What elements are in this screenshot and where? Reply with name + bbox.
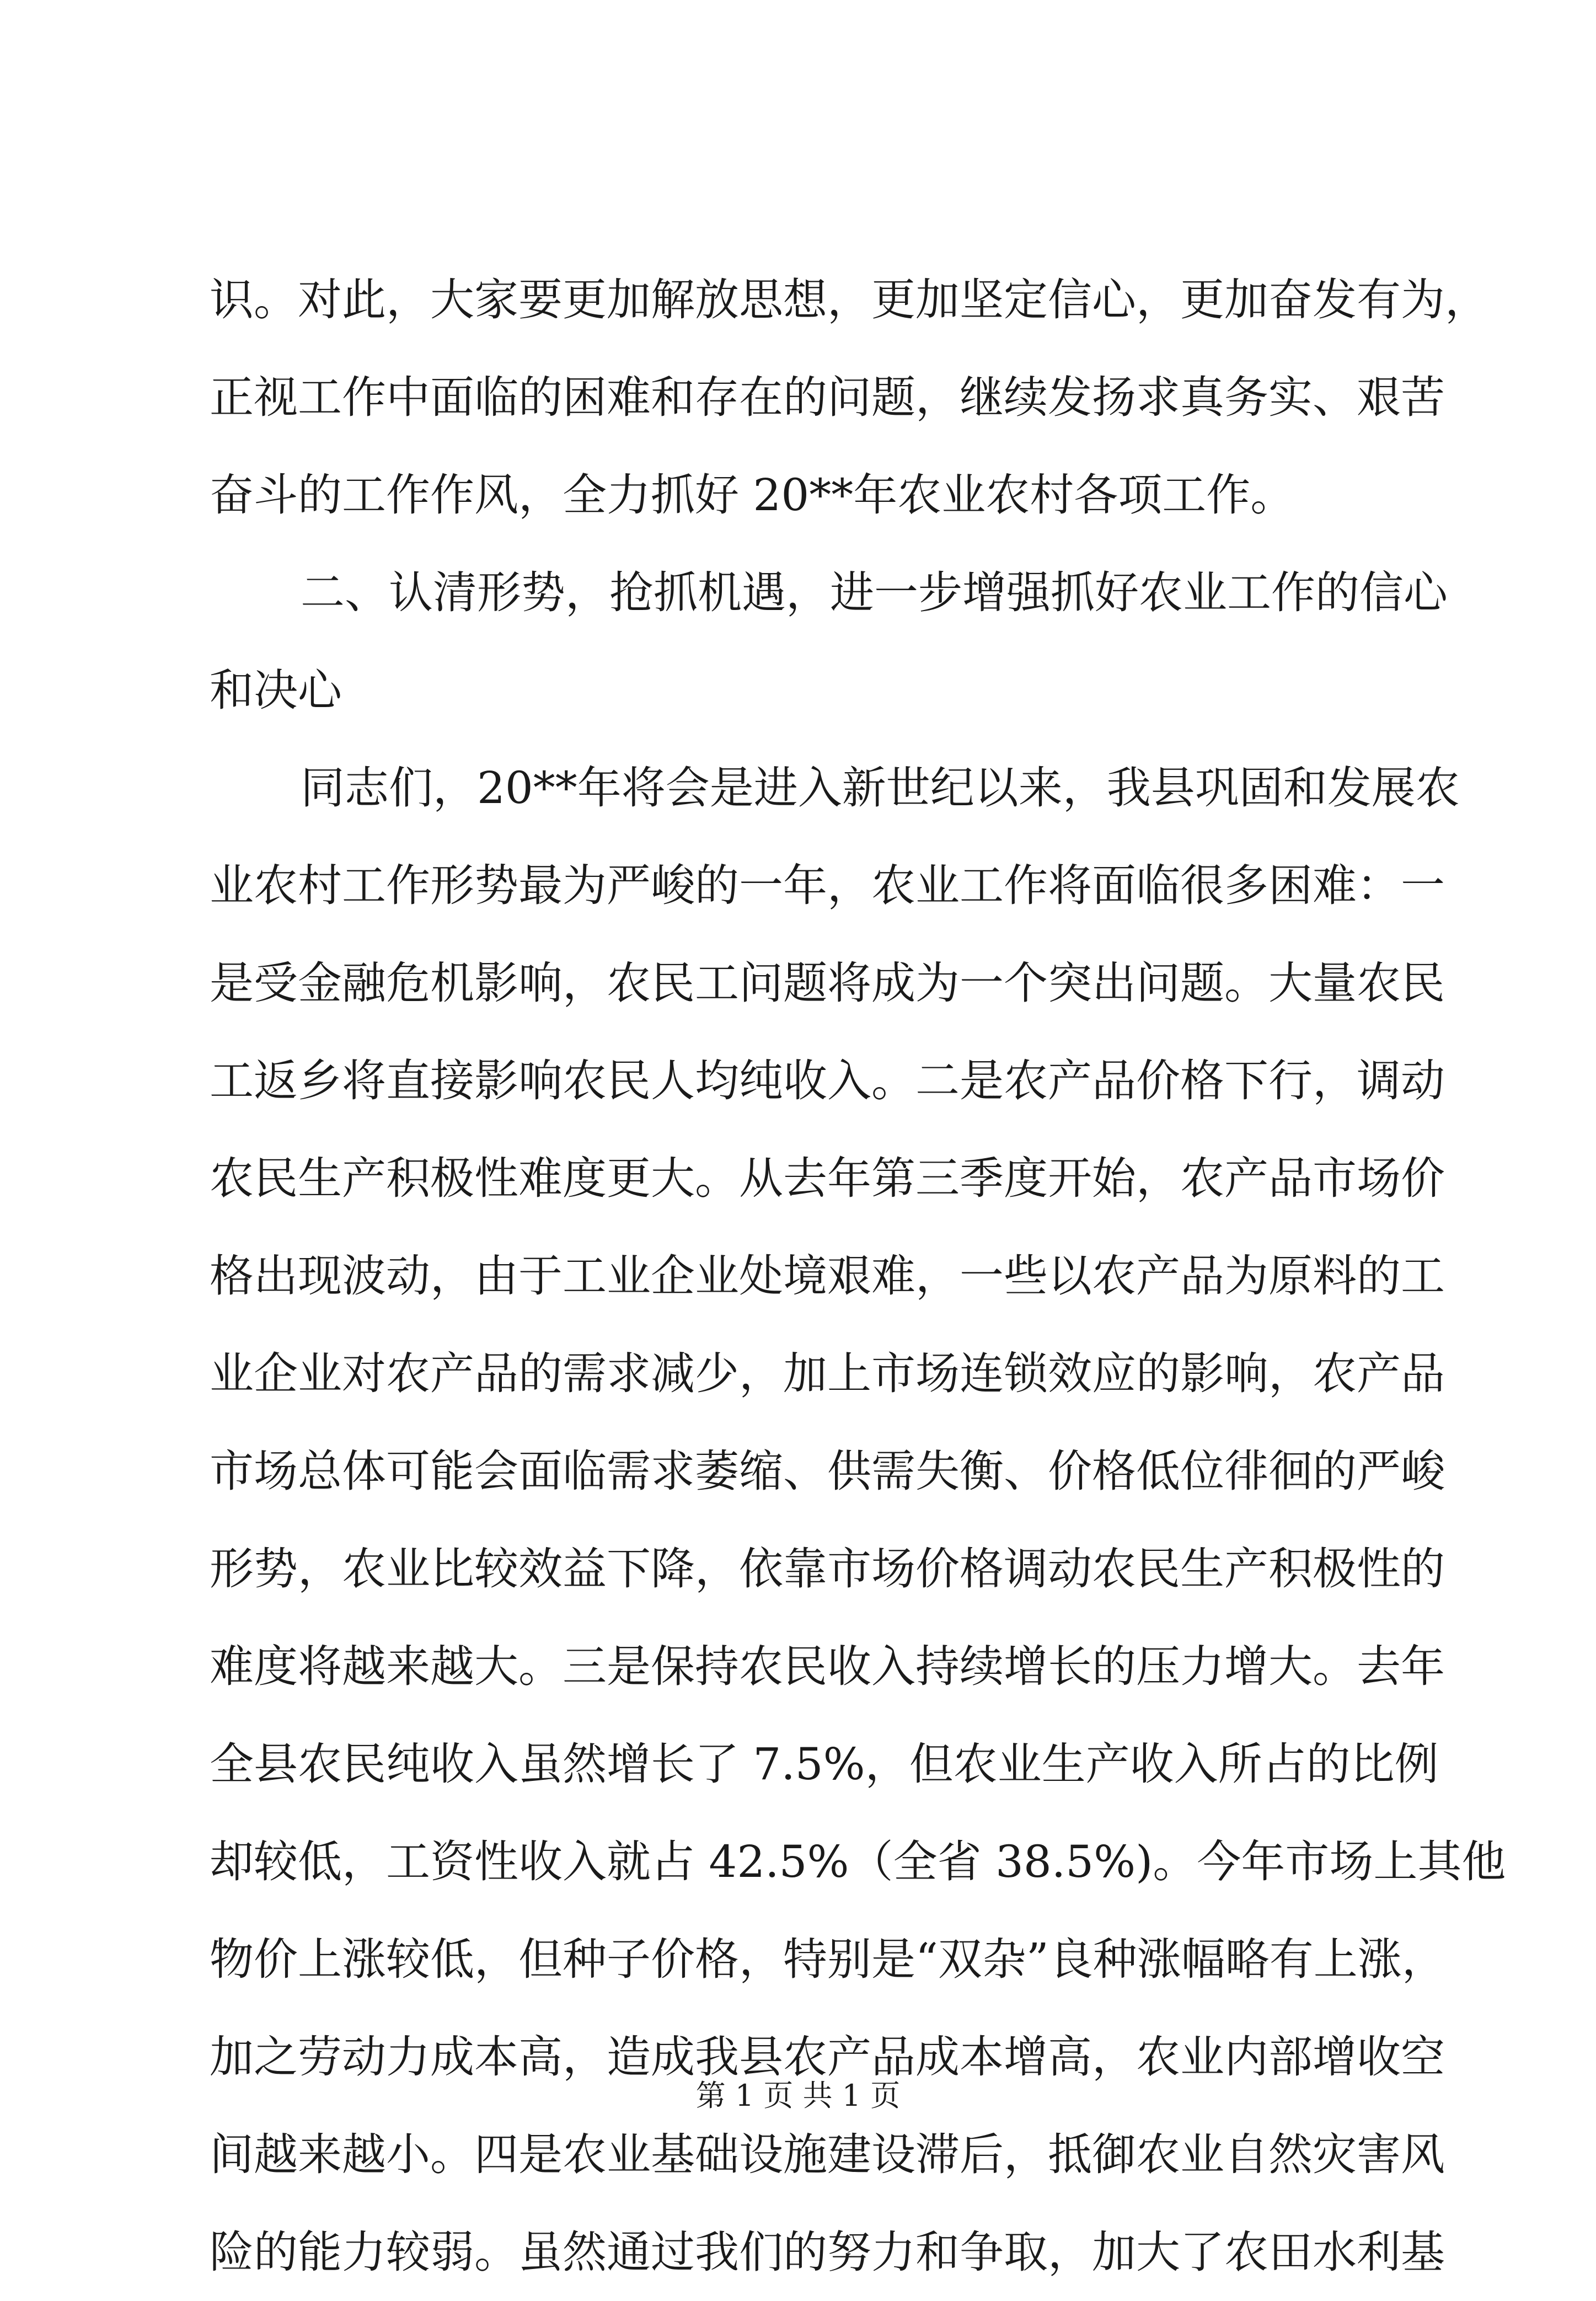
text-line: 却较低，工资性收入就占 42.5%（全省 38.5%)。今年市场上其他 [210,1836,1506,1887]
text-line: 间越来越小。四是农业基础设施建设滞后，抵御农业自然灾害风 [210,2129,1445,2180]
text-line: 加之劳动力成本高，造成我县农产品成本增高，农业内部增收空 [210,2031,1445,2083]
text-line: 正视工作中面临的困难和存在的问题，继续发扬求真务实、艰苦 [210,372,1445,423]
text-line: 市场总体可能会面临需求萎缩、供需失衡、价格低位徘徊的严峻 [210,1446,1445,1497]
text-line: 格出现波动，由于工业企业处境艰难，一些以农产品为原料的工 [210,1250,1445,1302]
page-number-footer: 第 1 页 共 1 页 [695,2078,901,2113]
text-line: 同志们，20**年将会是进入新世纪以来，我县巩固和发展农 [301,762,1460,814]
text-line: 识。对此，大家要更加解放思想，更加坚定信心，更加奋发有为， [210,274,1489,325]
text-line: 业农村工作形势最为严峻的一年，农业工作将面临很多困难：一 [210,860,1445,911]
section-heading: 二、认清形势，抢抓机遇，进一步增强抓好农业工作的信心 [301,567,1448,618]
document-body [210,251,1506,2301]
section-heading-continued: 和决心 [210,665,342,716]
text-line: 险的能力较弱。虽然通过我们的努力和争取，加大了农田水利基 [210,2227,1445,2278]
text-line: 形势，农业比较效益下降，依靠市场价格调动农民生产积极性的 [210,1543,1445,1594]
text-line: 全县农民纯收入虽然增长了 7.5%，但农业生产收入所占的比例 [210,1738,1439,1790]
text-line: 物价上涨较低，但种子价格，特别是“双杂”良种涨幅略有上涨， [210,1934,1446,1985]
text-line: 奋斗的工作作风，全力抓好 20**年农业农村各项工作。 [210,469,1295,521]
text-line: 农民生产积极性难度更大。从去年第三季度开始，农产品市场价 [210,1153,1445,1204]
text-line: 工返乡将直接影响农民人均纯收入。二是农产品价格下行，调动 [210,1055,1445,1106]
text-line: 难度将越来越大。三是保持农民收入持续增长的压力增大。去年 [210,1641,1445,1692]
text-line: 是受金融危机影响，农民工问题将成为一个突出问题。大量农民 [210,957,1445,1009]
text-line: 业企业对农产品的需求减少，加上市场连锁效应的影响，农产品 [210,1348,1445,1399]
